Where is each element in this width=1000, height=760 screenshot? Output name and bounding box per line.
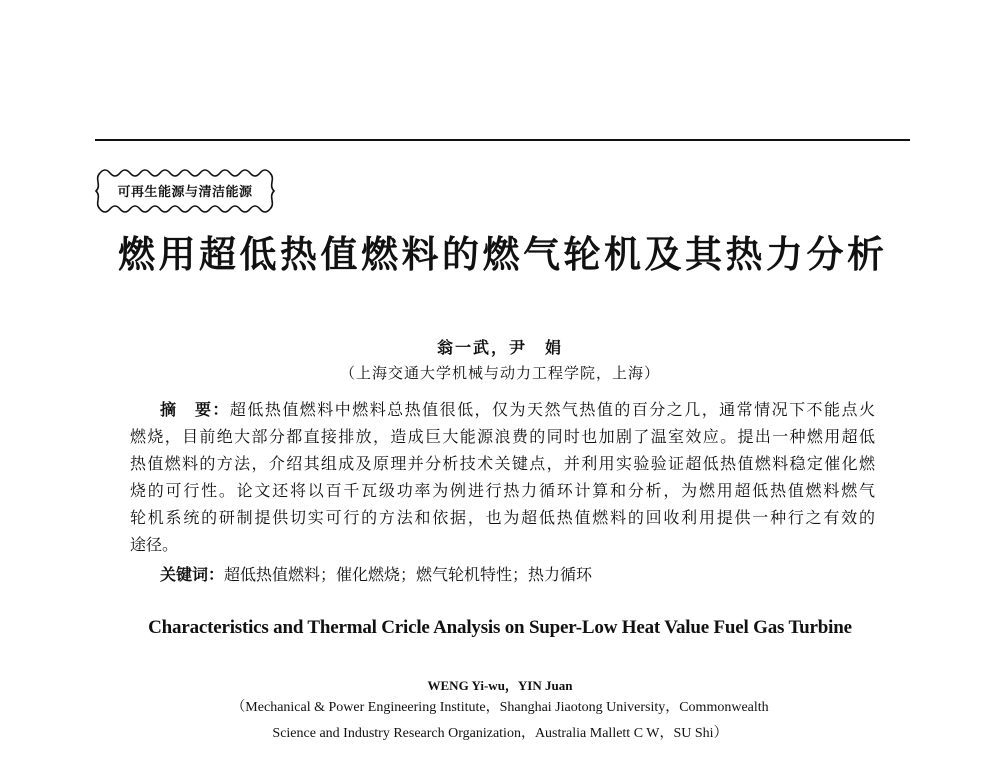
- abstract-line: 烧的可行性。论文还将以百千瓦级功率为例进行热力循环计算和分析，为燃用超低热值燃料燃气: [130, 481, 875, 500]
- abstract-line: 轮机系统的研制提供切实可行的方法和依据，也为超低热值燃料的回收利用提供一种行之有效的: [130, 508, 875, 527]
- abstract-line: 途径。: [130, 535, 179, 554]
- abstract-line: 热值燃料的方法，介绍其组成及原理并分析技术关键点，并利用实验验证超低热值燃料稳定催化燃: [130, 454, 875, 473]
- abstract-line: [160, 400, 875, 420]
- section-label-box: [93, 164, 277, 218]
- authors: 翁一武，尹 娟: [436, 338, 563, 357]
- paper-title: 燃用超低热值燃料的燃气轮机及其热力分析: [118, 233, 885, 276]
- english-authors: WENG Yi-wu，YIN Juan: [427, 678, 573, 693]
- abstract-line: 燃烧，目前绝大部分都直接排放，造成巨大能源浪费的同时也加剧了温室效应。提出一种燃用超低: [130, 427, 875, 446]
- keywords-label: 关键词：: [160, 565, 225, 584]
- abstract-label: 摘 要：: [160, 400, 230, 419]
- english-affiliation-line: （Mechanical & Power Engineering Institute，Shanghai Jiaotong University，Commonwealth: [231, 700, 769, 715]
- abstract-text: 超低热值燃料中燃料总热值很低，仅为天然气热值的百分之几，通常情况下不能点火: [229, 400, 875, 419]
- english-affiliation-line: Science and Industry Research Organization，Australia Mallett C W，SU Shi）: [272, 726, 728, 741]
- header-rule: [95, 139, 910, 141]
- keywords-text: 超低热值燃料；催化燃烧；燃气轮机特性；热力循环: [224, 565, 593, 584]
- affiliation: （上海交通大学机械与动力工程学院，上海）: [339, 364, 660, 382]
- keywords: [160, 565, 660, 585]
- section-label: 可再生能源与清洁能源: [117, 185, 253, 200]
- english-title: Characteristics and Thermal Cricle Analysis on Super-Low Heat Value Fuel Gas Turbine: [148, 617, 852, 638]
